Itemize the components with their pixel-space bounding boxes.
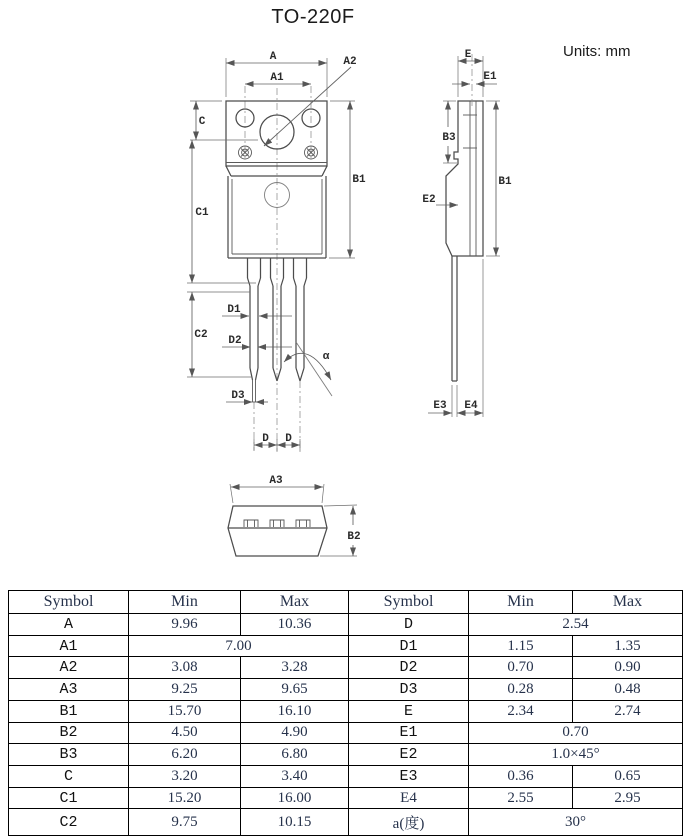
min-cell: 9.75 [129,809,241,836]
merged-value-cell: 0.70 [469,722,683,744]
max-cell: 10.36 [241,613,349,635]
symbol-cell: A3 [9,679,129,701]
dim-label-b2: B2 [347,531,361,543]
max-cell: 1.35 [573,635,683,657]
table-row [9,679,683,701]
min-cell: 3.20 [129,765,241,787]
page-title: TO-220F [271,6,355,28]
front-centerlines [245,86,311,452]
table-row [9,613,683,635]
table-row [9,635,683,657]
dim-label-e: E [464,49,472,61]
min-cell: 2.55 [469,787,573,809]
front-body-outline [226,166,327,258]
min-cell: 4.50 [129,722,241,744]
header-max-right: Max [573,591,683,614]
table-row [9,787,683,809]
dim-label-a: A [269,51,277,63]
symbol-cell: E2 [349,744,469,766]
dim-label-b1-side: B1 [498,176,512,188]
min-cell: 9.25 [129,679,241,701]
symbol-cell: A1 [9,635,129,657]
table-row [9,700,683,722]
symbol-cell: E3 [349,765,469,787]
symbol-cell: C2 [9,809,129,836]
bottom-dimensions [230,475,361,556]
symbol-cell: E4 [349,787,469,809]
front-view-drawing [187,51,366,452]
header-min-left: Min [129,591,241,614]
dim-label-b3: B3 [442,132,456,144]
max-cell: 10.15 [241,809,349,836]
units-label: Units: mm [563,43,631,60]
dim-label-d-right: D [285,433,292,445]
side-view-drawing [422,49,512,417]
dim-label-e4: E4 [464,400,478,412]
min-cell: 6.20 [129,744,241,766]
header-min-right: Min [469,591,573,614]
max-cell: 16.10 [241,700,349,722]
dim-label-e3: E3 [433,400,447,412]
dim-label-alpha: α [322,351,330,363]
dim-label-c: C [198,116,206,128]
symbol-cell: A [9,613,129,635]
header-symbol-right: Symbol [349,591,469,614]
max-cell: 2.95 [573,787,683,809]
symbol-cell: C1 [9,787,129,809]
max-cell: 3.28 [241,657,349,679]
dim-label-a2: A2 [343,56,357,68]
dimensions-table-wrap [8,590,682,836]
symbol-cell: B3 [9,744,129,766]
dim-label-a1: A1 [270,72,284,84]
symbol-cell: D2 [349,657,469,679]
dimensions-table [8,590,683,836]
min-cell: 2.34 [469,700,573,722]
max-cell: 6.80 [241,744,349,766]
table-header-row [9,591,683,614]
symbol-cell: B2 [9,722,129,744]
symbol-cell: B1 [9,700,129,722]
min-cell: 1.15 [469,635,573,657]
table-row [9,765,683,787]
symbol-cell: C [9,765,129,787]
dim-label-b1: B1 [352,174,366,186]
bottom-view-drawing [228,475,361,556]
merged-value-cell: 2.54 [469,613,683,635]
header-max-left: Max [241,591,349,614]
dim-label-a3: A3 [269,475,283,487]
side-body-outline [446,54,483,417]
max-cell: 0.90 [573,657,683,679]
min-cell: 15.70 [129,700,241,722]
side-dimensions [422,49,512,417]
merged-value-cell: 1.0×45° [469,744,683,766]
symbol-cell: D3 [349,679,469,701]
table-row [9,744,683,766]
symbol-cell: D1 [349,635,469,657]
dim-label-d2: D2 [228,335,242,347]
max-cell: 0.65 [573,765,683,787]
max-cell: 4.90 [241,722,349,744]
front-dimensions [187,51,366,451]
min-cell: 9.96 [129,613,241,635]
symbol-cell: A2 [9,657,129,679]
min-cell: 15.20 [129,787,241,809]
max-cell: 2.74 [573,700,683,722]
min-cell: 0.28 [469,679,573,701]
merged-value-cell: 30° [469,809,683,836]
max-cell: 9.65 [241,679,349,701]
min-cell: 0.36 [469,765,573,787]
min-cell: 0.70 [469,657,573,679]
dim-label-d1: D1 [227,304,241,316]
dim-label-c1: C1 [195,207,209,219]
bottom-body-outline [228,506,327,556]
front-tab-outline [226,101,327,166]
symbol-cell: E [349,700,469,722]
header-symbol-left: Symbol [9,591,129,614]
table-row [9,657,683,679]
max-cell: 0.48 [573,679,683,701]
merged-value-cell: 7.00 [129,635,349,657]
max-cell: 16.00 [241,787,349,809]
symbol-cell: E1 [349,722,469,744]
symbol-cell: a(度) [349,809,469,836]
max-cell: 3.40 [241,765,349,787]
dim-label-d-left: D [262,433,269,445]
dim-label-e1: E1 [483,71,497,83]
table-row [9,722,683,744]
dim-label-d3: D3 [231,390,245,402]
dim-label-c2: C2 [194,329,208,341]
table-row [9,809,683,836]
min-cell: 3.08 [129,657,241,679]
dim-label-e2: E2 [422,194,436,206]
symbol-cell: D [349,613,469,635]
